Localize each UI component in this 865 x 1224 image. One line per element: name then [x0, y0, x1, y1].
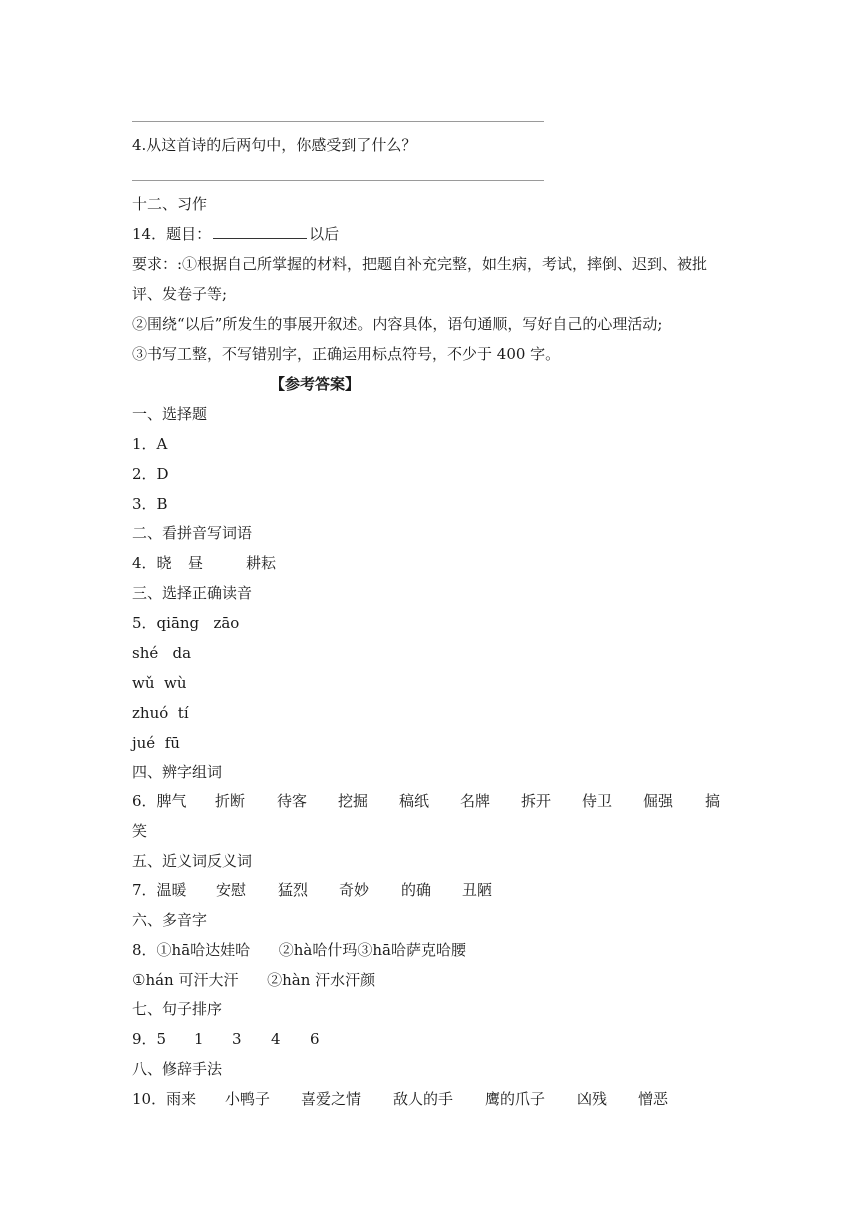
answer-word: 挖掘	[338, 792, 369, 810]
answer-word: 猛烈	[278, 881, 309, 899]
answer-word: 喜爱之情	[301, 1090, 362, 1108]
answer-6-cont: 笑	[132, 822, 148, 840]
requirement-1: 要求：:①根据自己所掌握的材料，把题自补充完整，如生病，考试，摔倒、迟到、被批	[132, 255, 708, 273]
answer-number: 3	[232, 1030, 242, 1048]
answer-section-4-heading: 四、辨字组词	[132, 763, 223, 781]
answer-word: 待客	[277, 792, 308, 810]
answer-word: 昼	[188, 554, 204, 572]
answer-number: 6	[310, 1030, 320, 1048]
answer-word: 4．晓	[132, 554, 172, 572]
question-4: 4.从这首诗的后两句中，你感受到了什么？	[132, 136, 417, 154]
answer-section-8-heading: 八、修辞手法	[132, 1060, 223, 1078]
answer-word: 安慰	[216, 881, 247, 899]
answer-word: 6．脾气	[132, 792, 187, 810]
section-12-heading: 十二、习作	[132, 195, 208, 213]
answer-word: 拆开	[521, 792, 552, 810]
question-14-suffix: 以后	[309, 225, 340, 243]
answer-7-row	[132, 880, 492, 900]
answers-title: 【参考答案】	[270, 375, 361, 393]
answer-word: 小鸭子	[225, 1090, 271, 1108]
answer-3: 3．B	[132, 495, 168, 513]
answer-line	[132, 180, 544, 181]
answer-8-line-2: ①hán 可汗大汗 ②hàn 汗水汗颜	[132, 971, 376, 989]
answer-5-line-4: zhuó tí	[132, 704, 189, 722]
answer-word: 奇妙	[339, 881, 370, 899]
title-blank	[213, 224, 307, 239]
answer-word: 凶残	[577, 1090, 608, 1108]
answer-5-line-1: 5．qiāng zāo	[132, 614, 240, 632]
requirement-3: ③书写工整，不写错别字，正确运用标点符号，不少于 400 字。	[132, 345, 561, 363]
answer-section-2-heading: 二、看拼音写词语	[132, 524, 253, 542]
answer-word: 的确	[401, 881, 432, 899]
answer-1: 1．A	[132, 435, 168, 453]
answer-number: 9．5	[132, 1030, 167, 1048]
requirement-1-cont: 评、发卷子等;	[132, 285, 228, 303]
requirement-2: ②围绕“以后”所发生的事展开叙述。内容具体，语句通顺，写好自己的心理活动;	[132, 315, 663, 333]
answer-4-row	[132, 553, 276, 573]
answer-line	[132, 121, 544, 122]
answer-number: 1	[194, 1030, 204, 1048]
answer-word: 倔强	[643, 792, 674, 810]
answer-section-7-heading: 七、句子排序	[132, 1000, 223, 1018]
answer-word: 搞	[705, 792, 721, 810]
question-14-prefix: 14．题目：	[132, 225, 212, 243]
answer-section-1-heading: 一、选择题	[132, 405, 208, 423]
answer-5-line-2: shé da	[132, 644, 192, 662]
answer-word: 耕耘	[246, 554, 277, 572]
answer-10-row	[132, 1089, 668, 1109]
answer-2: 2．D	[132, 465, 169, 483]
answer-5-line-3: wǔ wù	[132, 674, 187, 692]
answer-word: 折断	[215, 792, 246, 810]
answer-word: 鹰的爪子	[485, 1090, 546, 1108]
answer-word: 稿纸	[399, 792, 430, 810]
answer-word: 名牌	[460, 792, 491, 810]
answer-section-3-heading: 三、选择正确读音	[132, 584, 253, 602]
answer-6-row	[132, 791, 720, 811]
answer-word: 丑陋	[462, 881, 493, 899]
answer-number: 4	[271, 1030, 281, 1048]
answer-9-row	[132, 1029, 320, 1049]
answer-word: 7．温暖	[132, 881, 187, 899]
answer-word: 侍卫	[582, 792, 613, 810]
answer-word: 憎恶	[638, 1090, 669, 1108]
answer-5-line-5: jué fū	[132, 734, 180, 752]
answer-section-6-heading: 六、多音字	[132, 911, 208, 929]
answer-word: 敌人的手	[393, 1090, 454, 1108]
answer-section-5-heading: 五、近义词反义词	[132, 852, 253, 870]
answer-word: 10．雨来	[132, 1090, 197, 1108]
question-14	[132, 224, 339, 244]
answer-8-line-1: 8．①hā哈达娃哈 ②hà哈什玛③hā哈萨克哈腰	[132, 941, 466, 959]
